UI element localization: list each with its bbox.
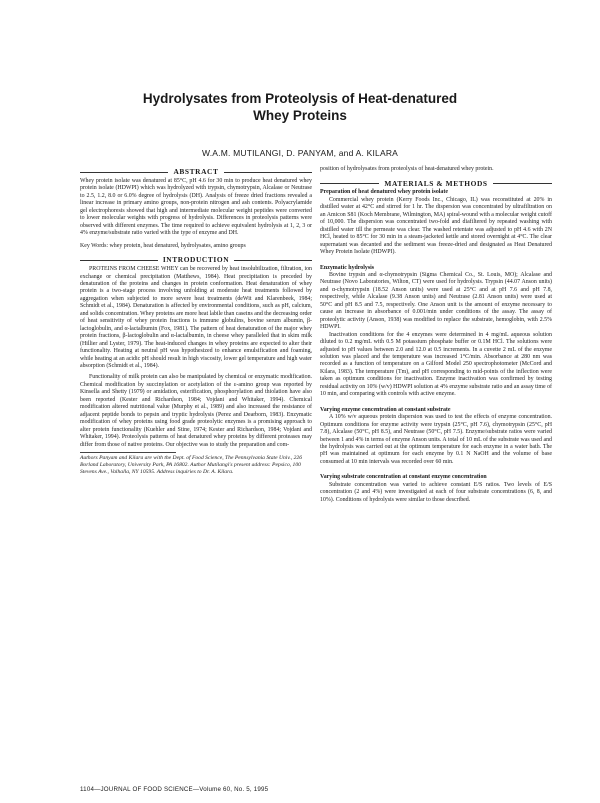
abstract-heading: ABSTRACT — [173, 167, 219, 177]
methods-heading: MATERIALS & METHODS — [384, 178, 488, 188]
varying-substrate-subheading: Varying substrate concentration at constant enzyme concentration — [320, 474, 487, 481]
varying-enzyme-subheading: Varying enzyme concentration at constant substrate — [320, 406, 451, 413]
abstract-text: Whey protein isolate was denatured at 85°C, pH 4.6 for 30 min to produce heat denatured whey protein isolate (HDWPI) which was hydrolyzed with trypsin, chymotrypsin, Alcalase or Neutrase to 2.5, 1.2, 8.0 or 6.0% degree of hydrolysis (DH). Analysis of freeze dried fractions revealed a linear increase in primary amino groups, non-protein nitrogen and ash contents. Polyacrylamide gel electrophoresis showed that high and intermediate molecular weight peptides were converted to lower molecular weights with progress of hydrolysis. Differences in proteolysis patterns were observed with different enzymes. The time required to achieve equivalent hydrolysis at 1, 2, 3 or 4% enzyme/substrate ratio varied with the type of enzyme and DH. — [80, 178, 312, 237]
enzymatic-subheading: Enzymatic hydrolysis — [320, 264, 375, 271]
heading-rule — [320, 183, 379, 184]
article-title — [60, 90, 540, 124]
prep-subheading: Preparation of heat denatured whey protein isolate — [320, 189, 448, 196]
intro-paragraph-2: Functionality of milk protein can also be manipulated by chemical or enzymatic modification. Chemical modification by succinylation or acetylation of the ε-amino group was reported by Kinsella and Shetty (1979) or amidation, esterification, phosphorylation and thiolation have also been reported (Kester and Richardson, 1984; Vojdani and Whitaker, 1994). Chemical modification altered nutritional value (Murphy et al., 1989) and also increased the resistance of adjacent peptide bonds to pepsin and tryptic hydrolysis (Perez and Dearborn, 1983). Enzymatic modification of whey proteins using food grade proteolytic enzymes is a promising approach to alter protein functionality (Kuehler and Stine, 1974; Kester and Richardson, 1984; Vojdani and Whitaker, 1994). Proteolysis patterns of heat denatured whey proteins by different proteases may differ from those of native proteins. Our objective was to study the preparation and com- — [80, 374, 312, 448]
heading-rule — [80, 172, 168, 173]
title-line-1: Hydrolysates from Proteolysis of Heat-denatured — [142, 91, 458, 106]
page-footer: 1104—JOURNAL OF FOOD SCIENCE—Volume 60, No. 5, 1995 — [80, 786, 269, 793]
heading-rule — [493, 183, 552, 184]
right-column — [320, 166, 552, 504]
methods-heading-row — [320, 177, 552, 189]
author-footnote: Authors Panyam and Kilara are with the Dept. of Food Science, The Pennsylvania State Univ., 226 Borland Laboratory, University Park, PA 16802. Author Mutilangi's present address: Pepsico, 100 Stevens Ave., Valhalla, NY 10595. Address inquiries to Dr. A. Kilara. — [80, 454, 303, 475]
footnote-rule — [80, 452, 176, 453]
author-list: W.A.M. MUTILANGI, D. PANYAM, and A. KILARA — [201, 148, 399, 158]
spacer — [320, 257, 552, 265]
abstract-heading-row — [80, 166, 312, 178]
varying-substrate-text: Substrate concentration was varied to achieve constant E/S ratios. Two levels of E/S concentration (2 and 4%) were investigated at each of four substrate concentrations (6, 8, and 10%). Conditions of hydrolysis were similar to those described. — [320, 481, 552, 503]
introduction-heading: INTRODUCTION — [162, 255, 230, 265]
enzymatic-paragraph-2: Inactivation conditions for the 4 enzymes were determined in 4 mg/mL aqueous solution diluted to 0.2 mg/mL with 0.5 M potassium phosphate buffer or 0.1M HCl. The solutions were adjusted to pH values between 2.0 and 12.0 at 0.5 increments. In a cuvette 2 mL of the enzyme solution was placed and the temperature was increased 1°C/min. Absorbance at 280 nm was recorded as a function of temperature on a Gilford Model 250 spectrophotometer (McCord and Kilara, 1983). The temperature (Tm), and pH corresponding to mid-points of the inflection were taken as optimum conditions for inactivation. Enzyme inactivation was confirmed by testing residual activity on 10% (w/v) HDWPI solution at 4% enzyme substrate ratio and an assay time of 10 min, and comparing with controls with active enzyme. — [320, 331, 552, 398]
heading-rule — [224, 172, 312, 173]
spacer — [320, 466, 552, 474]
heading-rule — [234, 260, 312, 261]
title-line-2: Whey Proteins — [253, 108, 347, 123]
intro-paragraph-1: PROTEINS FROM CHEESE WHEY can be recovered by heat insolubilization, filtration, ion exchange or chemical precipitation (Matthews, 1984). Heat precipitation is preceded by denaturation of the proteins and changes in protein conformation. Heat denaturation of whey protein is a two-stage process involving unfolding at moderate heat treatments followed by aggregation when subjected to more severe heat treatments (deWit and Klarenbeek, 1984; Schmidt et al., 1984). Denaturation is affected by environmental conditions, such as pH, calcium, and solids concentration. Whey proteins are more heat labile than caseins and the decreasing order of heat sensitivity of whey protein fractions is immune globulins, bovine serum albumin, β-lactoglobulin, and α-lactalbumin (Fox, 1981). The pattern of heat denaturation of the major whey protein fractions, β-lactoglobulin and α-lactalbumin, in cheese whey paralleled that in skim milk (Hillier and Lyster, 1979). The heat-induced changes in whey proteins are expected to alter their functionality. Heating at neutral pH was hypothesized to enhance emulsification and foaming, while heating at an acidic pH should result in high viscosity, lower gel temperature and high water absorption (Schmidt et al., 1984). — [80, 266, 312, 369]
varying-enzyme-text: A 10% w/v aqueous protein dispersion was used to test the effects of enzyme concentration. Optimum conditions for enzyme activity were trypsin (25°C, pH 7.6), chymotrypsin (25°C, pH 7.8), Alcalase (50°C, pH 8.5), and Neutrase (50°C, pH 7.5). Enzyme/substrate ratios were varied between 1 and 4% in terms of enzyme Anson units. A total of 10 mL of the substrate was used and the hydrolysis was carried out at the optimum temperature for each enzyme in a water bath. The pH was maintained at optimum for each enzyme by 0.1 N NaOH and the volume of base consumed at 10 min intervals was recorded over 60 min. — [320, 414, 552, 465]
introduction-heading-row — [80, 254, 312, 266]
prep-text: Commercial whey protein (Kerry Foods Inc., Chicago, IL) was reconstituted at 20% in distilled water at 42°C and stirred for 1 hr. The dispersion was concentrated by ultrafiltration on an Amicon S81 (Koch Membrane, Wilmington, MA) spiral-wound with a molecular weight cutoff of 10,000. The dispersion was concentrated two-fold and diafiltered by repeated washing with distilled water till the permeate was clear. The washed retentate was adjusted to pH 4.6 with 2N HCl, heated to 85°C for 30 min in a steam-jacketed kettle and stored overnight at 4°C. The clear supernatant was decanted and the sediment was freeze-dried and designated as Heat Denatured Whey Protein Isolate (HDWPI). — [320, 196, 552, 256]
spacer — [320, 399, 552, 407]
intro-continued: position of hydrolysates from proteolysis of heat-denatured whey protein. — [320, 166, 494, 172]
left-column — [80, 166, 312, 476]
enzymatic-paragraph-1: Bovine trypsin and α-chymotrypsin (Sigma Chemical Co., St. Louis, MO); Alcalase and Neutrase (Novo Laboratories, Wilton, CT) were used for hydrolysis. Trypsin (44.07 Anson units) and α-chymotrypsin (18.52 Anson units) were used at 25°C and at pH 7.6 and pH 7.8, respectively, while Alcalase (9.38 Anson units) and Neutrase (2.81 Anson units) were used at 50°C and pH 8.5 and 7.5, respectively. One Anson unit is the amount of enzyme necessary to cause an increase in absorbance of 0.001/min under conditions of the assay. The assay of proteolytic activity (Anson, 1938) was modified to replace the substrate, hemoglobin, with 2.5% HDWPI. — [320, 271, 552, 331]
heading-rule — [80, 260, 158, 261]
keywords: Key Words: whey protein, heat denatured, hydrolysates, amino groups — [80, 242, 246, 249]
